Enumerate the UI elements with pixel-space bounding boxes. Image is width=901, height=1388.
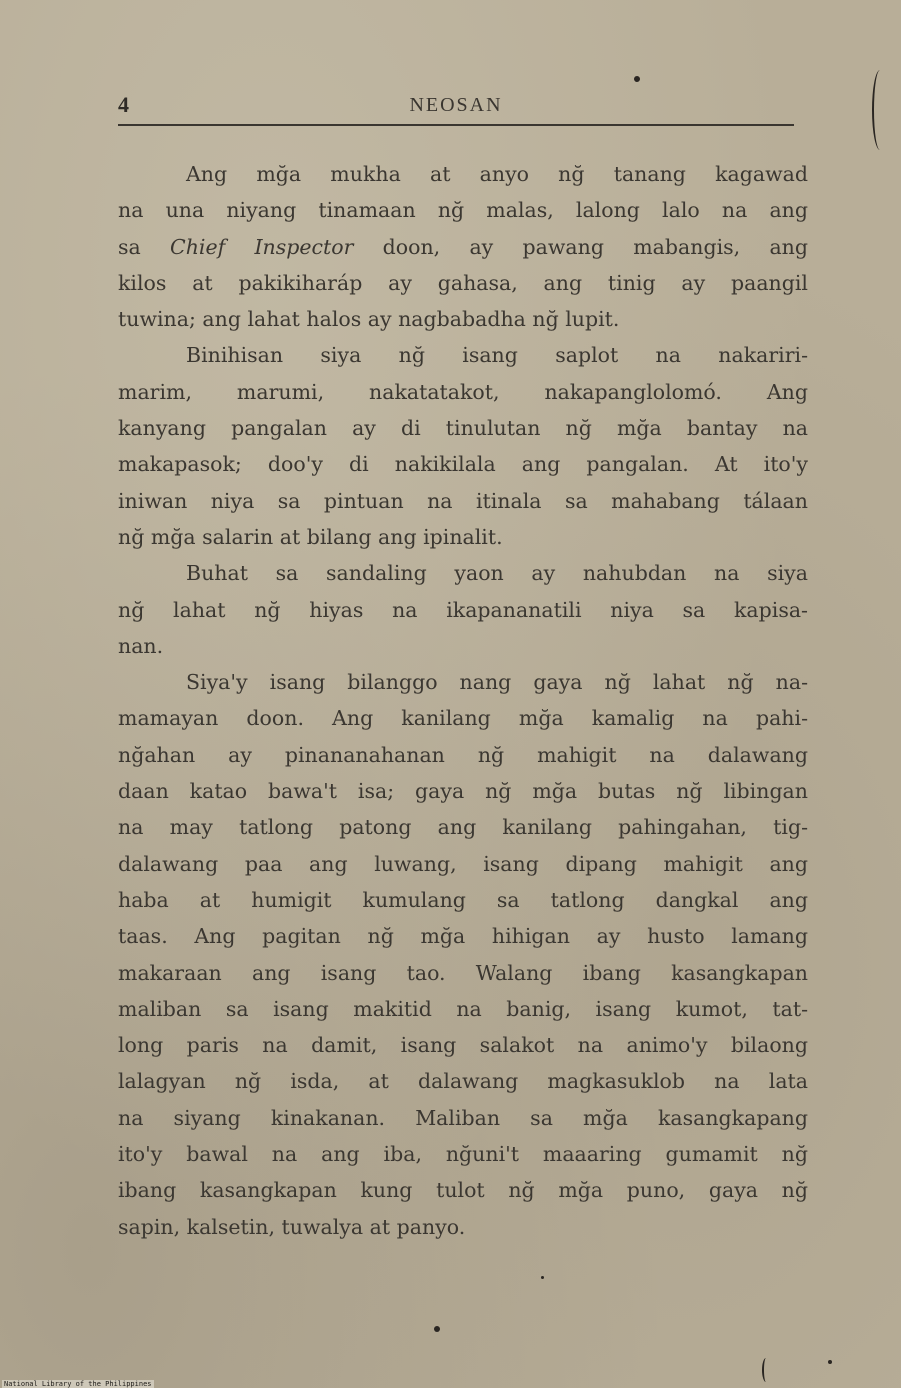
text-line: nğ lahat nğ hiyas na ikapananatili niya sa kapisa- [118,597,808,622]
text-line: mamayan doon. Ang kanilang mğa kamalig na pahi- [118,706,808,731]
page-number: 4 [118,92,129,117]
page-edge-mark [762,1358,770,1382]
text-line: na may tatlong patong ang kanilang pahingahan, tig- [118,815,808,840]
text-line: Siya'y isang bilanggo nang gaya nğ lahat nğ na- [186,670,808,695]
text-line: haba at humigit kumulang sa tatlong dangkal ang [118,887,808,912]
text-line: long paris na damit, isang salakot na animo'y bilaong [118,1033,808,1058]
text-line: marim, marumi, nakatatakot, nakapanglolomó. Ang [118,379,808,404]
page-header [118,92,794,126]
header-rule [118,124,794,126]
ink-speck [434,1326,440,1332]
text-line: Binihisan siya nğ isang saplot na nakariri- [186,343,808,368]
text-line: makapasok; doo'y di nakikilala ang pangalan. At ito'y [118,452,808,477]
text-line: na una niyang tinamaan nğ malas, lalong lalo na ang [118,198,808,223]
text-line: iniwan niya sa pintuan na itinala sa mahabang tálaan [118,488,808,513]
page-edge-mark [872,70,888,150]
text-line: tuwina; ang lahat halos ay nagbabadha nğ lupit. [118,307,620,332]
text-line: Ang mğa mukha at anyo nğ tanang kagawad [186,162,808,186]
text-line: sapin, kalsetin, tuwalya at panyo. [118,1214,466,1239]
text-line: makaraan ang isang tao. Walang ibang kasangkapan [118,960,808,985]
text-line: dalawang paa ang luwang, isang dipang mahigit ang [118,851,808,876]
footer-credit: National Library of the Philippines [4,1380,152,1388]
body-text [118,156,808,1245]
ink-speck [541,1276,544,1279]
text-line: na siyang kinakanan. Maliban sa mğa kasangkapang [118,1105,808,1130]
running-title: NEOSAN [409,94,503,116]
text-line: maliban sa isang makitid na banig, isang kumot, tat- [118,996,808,1021]
text-line: lalagyan nğ isda, at dalawang magkasuklob na lata [118,1069,808,1094]
text-line: nğ mğa salarin at bilang ang ipinalit. [118,524,503,549]
text-line: taas. Ang pagitan nğ mğa hihigan ay husto lamang [118,924,808,949]
text-line: sa Chief Inspector doon, ay pawang mabangis, ang [118,234,808,259]
ink-speck [634,76,640,82]
text-line: nan. [118,633,164,658]
text-line: daan katao bawa't isa; gaya nğ mğa butas nğ libingan [118,779,808,804]
text-line: ito'y bawal na ang iba, nğuni't maaaring gumamit nğ [118,1142,808,1167]
text-line: kanyang pangalan ay di tinulutan nğ mğa bantay na [118,416,808,441]
ink-speck [828,1360,832,1364]
text-line: nğahan ay pinananahanan nğ mahigit na dalawang [118,742,808,767]
italic-term: Chief Inspector [170,234,354,259]
text-line: ibang kasangkapan kung tulot nğ mğa puno, gaya nğ [118,1178,808,1203]
text-line: Buhat sa sandaling yaon ay nahubdan na siya [186,561,808,586]
text-line: kilos at pakikiharáp ay gahasa, ang tinig ay paangil [118,270,808,295]
